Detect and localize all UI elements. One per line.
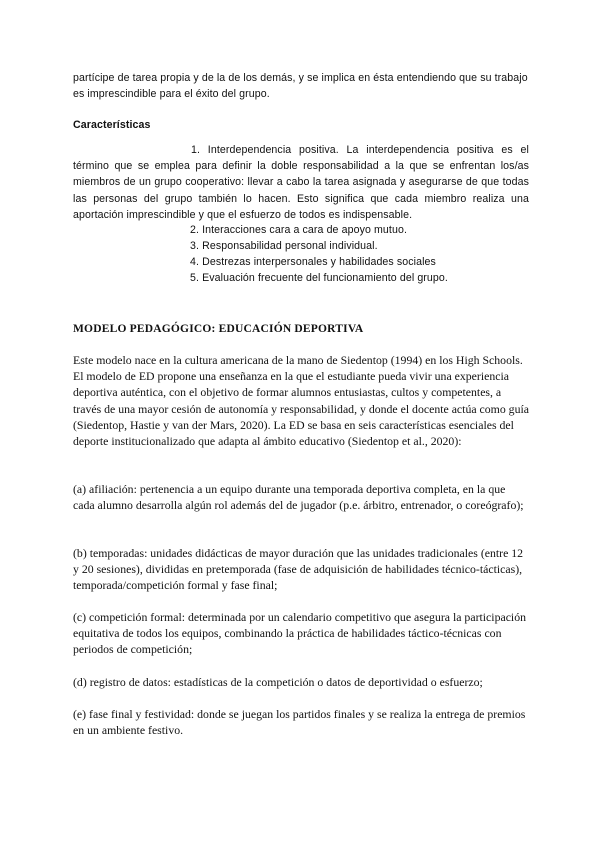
characteristics-heading: Características bbox=[73, 119, 151, 131]
characteristics-item-1: 1. Interdependencia positiva. La interdependencia positiva es el término que se emplea para definir la doble responsabilidad a la que se enfrentan los/as miembros de un grupo cooperativo: llevar a cabo la tarea asignada y asegurarse de que todas las personas del grupo también lo hacen. Esto significa que cada miembro realiza una aportación imprescindible y que el esfuerzo de todos es indispensable. bbox=[73, 144, 529, 221]
model-item-c: (c) competición formal: determinada por un calendario competitivo que asegura la participación equitativa de todos los equipos, combinando la práctica de habilidades táctico-técnicas con periodos de competición; bbox=[73, 610, 527, 657]
characteristics-item-5: 5. Evaluación frecuente del funcionamiento del grupo. bbox=[190, 272, 448, 284]
model-item-e: (e) fase final y festividad: donde se juegan los partidos finales y se realiza la entrega de premios en un ambiente festivo. bbox=[73, 707, 526, 738]
model-paragraph: Este modelo nace en la cultura americana de la mano de Siedentop (1994) en los High Schools. El modelo de ED propone una enseñanza en la que el estudiante pueda vivir una experiencia deportiva auténtica, con el objetivo de formar alumnos entusiastas, cultos y competentes, a través de una mayor cesión de autonomía y responsabilidad, y donde el docente actúa como guía (Siedentop, Hastie y van der Mars, 2020). La ED se basa en seis características esenciales del deporte institucionalizado que adapta al ámbito educativo (Siedentop et al., 2020): bbox=[73, 353, 529, 449]
model-item-b: (b) temporadas: unidades didácticas de mayor duración que las unidades tradicionales (entre 12 y 20 sesiones), divididas en pretemporada (fase de adquisición de habilidades técnico-tácticas), temporada/competición formal y fase final; bbox=[73, 546, 524, 593]
intro-paragraph: partícipe de tarea propia y de la de los demás, y se implica en ésta entendiendo que su trabajo es imprescindible para el éxito del grupo. bbox=[73, 72, 528, 101]
model-item-a: (a) afiliación: pertenencia a un equipo durante una temporada deportiva completa, en la que cada alumno desarrolla algún rol además del de jugador (p.e. árbitro, entrenador, o coreógrafo); bbox=[73, 482, 524, 513]
characteristics-item-4: 4. Destrezas interpersonales y habilidades sociales bbox=[190, 256, 436, 268]
characteristics-item-2: 2. Interacciones cara a cara de apoyo mutuo. bbox=[190, 224, 407, 236]
characteristics-item-3: 3. Responsabilidad personal individual. bbox=[190, 240, 378, 252]
model-heading: MODELO PEDAGÓGICO: EDUCACIÓN DEPORTIVA bbox=[73, 323, 364, 335]
model-item-d: (d) registro de datos: estadísticas de la competición o datos de deportividad o esfuerzo; bbox=[73, 675, 483, 689]
